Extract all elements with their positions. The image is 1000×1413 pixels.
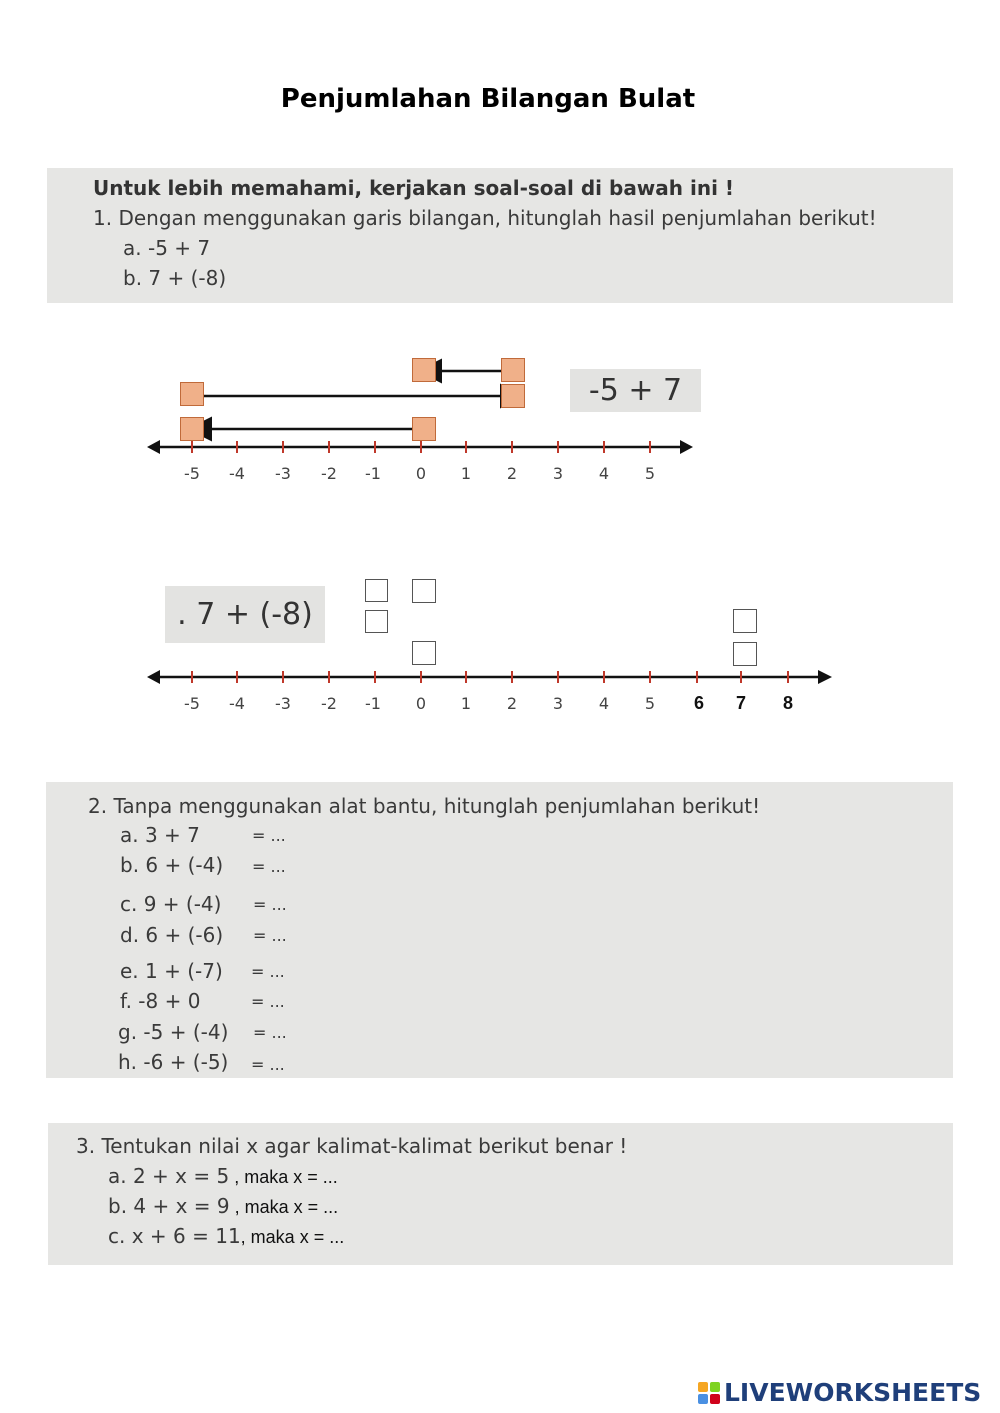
page-title: Penjumlahan Bilangan Bulat bbox=[280, 84, 696, 114]
tick-label: -3 bbox=[275, 694, 291, 713]
q2-item-h-expr: h. -6 + (-5) bbox=[118, 1050, 229, 1074]
tick-label: -3 bbox=[275, 464, 291, 483]
tick-label: 5 bbox=[644, 694, 656, 713]
q2-item-g-answer[interactable]: = ... bbox=[253, 1023, 287, 1042]
tick-label: 4 bbox=[598, 464, 610, 483]
tick-label: 6 bbox=[693, 693, 704, 713]
axis2-right-arrow bbox=[818, 670, 832, 684]
liveworksheets-logo-icon bbox=[698, 1382, 720, 1404]
answer-box-7-top[interactable] bbox=[733, 609, 757, 633]
tile-minus5-row3 bbox=[180, 417, 204, 441]
answer-box-0-top[interactable] bbox=[412, 579, 436, 603]
q2-item-d-expr: d. 6 + (-6) bbox=[120, 923, 224, 947]
instruction-text: Untuk lebih memahami, kerjakan soal-soal di bawah ini ! bbox=[93, 176, 735, 200]
question-2-panel bbox=[46, 782, 953, 1078]
q3-item-b bbox=[108, 1194, 338, 1218]
axis2-left-arrow bbox=[147, 670, 160, 684]
tick-label: -4 bbox=[229, 694, 245, 713]
tick-label: -4 bbox=[229, 464, 245, 483]
axis-left-arrow bbox=[147, 440, 160, 454]
question-3-panel bbox=[48, 1123, 953, 1265]
q2-item-e-expr: e. 1 + (-7) bbox=[120, 959, 223, 983]
q3-item-c-expr: c. x + 6 = 11 bbox=[108, 1224, 241, 1248]
q2-item-h-answer[interactable]: = ... bbox=[251, 1055, 285, 1074]
tick-label: -1 bbox=[365, 464, 381, 483]
q3-item-b-expr: b. 4 + x = 9 bbox=[108, 1194, 230, 1218]
question-1-text: 1. Dengan menggunakan garis bilangan, hitunglah hasil penjumlahan berikut! bbox=[93, 206, 877, 230]
tick-label: -5 bbox=[184, 464, 200, 483]
q3-item-c bbox=[108, 1224, 344, 1248]
q2-item-c-expr: c. 9 + (-4) bbox=[120, 892, 222, 916]
q3-item-b-answer[interactable]: , maka x = ... bbox=[229, 1197, 339, 1217]
answer-box-minus1-top[interactable] bbox=[365, 579, 388, 602]
q3-item-c-answer[interactable]: , maka x = ... bbox=[240, 1227, 345, 1247]
q2-item-b-expr: b. 6 + (-4) bbox=[120, 853, 224, 877]
tick-label: 7 bbox=[735, 693, 746, 713]
question-1b-text: b. 7 + (-8) bbox=[123, 266, 227, 290]
liveworksheets-brand-text: LIVEWORKSHEETS bbox=[724, 1378, 982, 1407]
tile-0-row1 bbox=[412, 358, 436, 382]
q3-item-a-expr: a. 2 + x = 5 bbox=[108, 1164, 230, 1188]
question-3-text: 3. Tentukan nilai x agar kalimat-kalimat berikut benar ! bbox=[76, 1134, 628, 1158]
tile-2-row2 bbox=[501, 384, 525, 408]
tick-label: 4 bbox=[598, 694, 610, 713]
q2-item-a-answer[interactable]: = ... bbox=[252, 826, 286, 845]
q2-item-f-answer[interactable]: = ... bbox=[251, 992, 285, 1011]
tick-label: 1 bbox=[460, 464, 472, 483]
numberline-1-label: -5 + 7 bbox=[570, 369, 701, 412]
q2-item-g-expr: g. -5 + (-4) bbox=[118, 1020, 229, 1044]
q3-item-a-answer[interactable]: , maka x = ... bbox=[229, 1167, 338, 1187]
question-1a-text: a. -5 + 7 bbox=[123, 236, 211, 260]
tick-label: -2 bbox=[321, 694, 337, 713]
axis-right-arrow bbox=[680, 440, 693, 454]
tick-label: 0 bbox=[415, 464, 427, 483]
question-2-text: 2. Tanpa menggunakan alat bantu, hitunglah penjumlahan berikut! bbox=[88, 794, 761, 818]
q2-item-c-answer[interactable]: = ... bbox=[253, 895, 287, 914]
tick-label: 2 bbox=[506, 694, 518, 713]
q2-item-a-expr: a. 3 + 7 bbox=[120, 823, 200, 847]
answer-box-7-bottom[interactable] bbox=[733, 642, 757, 666]
tile-minus5-row2 bbox=[180, 382, 204, 406]
tick-label: -1 bbox=[365, 694, 381, 713]
tile-2-row1 bbox=[501, 358, 525, 382]
tick-label: -5 bbox=[184, 694, 200, 713]
q2-item-f-expr: f. -8 + 0 bbox=[120, 989, 201, 1013]
q2-item-b-answer[interactable]: = ... bbox=[252, 857, 286, 876]
liveworksheets-logo[interactable] bbox=[698, 1378, 981, 1407]
q3-item-a bbox=[108, 1164, 338, 1188]
tick-label: -2 bbox=[321, 464, 337, 483]
tick-label: 3 bbox=[552, 464, 564, 483]
answer-box-minus1-bottom[interactable] bbox=[365, 610, 388, 633]
tick-label: 1 bbox=[460, 694, 472, 713]
tick-label: 0 bbox=[415, 694, 427, 713]
tick-label: 3 bbox=[552, 694, 564, 713]
answer-box-0-bottom[interactable] bbox=[412, 641, 436, 665]
tick-label: 5 bbox=[644, 464, 656, 483]
tick-label: 2 bbox=[506, 464, 518, 483]
numberline-2-label: . 7 + (-8) bbox=[165, 586, 325, 643]
q2-item-d-answer[interactable]: = ... bbox=[253, 926, 287, 945]
tick-label: 8 bbox=[782, 693, 793, 713]
q2-item-e-answer[interactable]: = ... bbox=[251, 962, 285, 981]
tile-start-0-row3 bbox=[412, 417, 436, 441]
